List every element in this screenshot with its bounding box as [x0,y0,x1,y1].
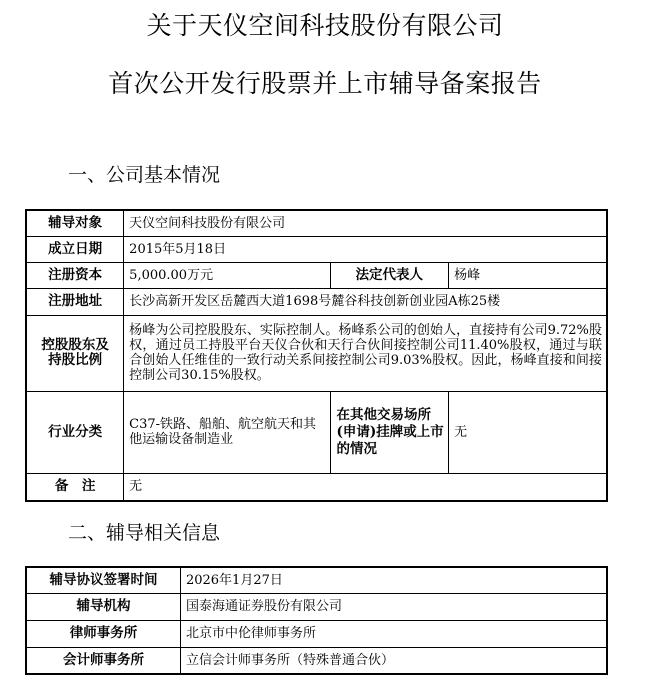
other-listing-value: 无 [449,391,607,473]
report-title-line1: 关于天仪空间科技股份有限公司 [146,11,504,40]
control-value: 杨峰为公司控股股东、实际控制人。杨峰系公司的创始人，直接持有公司9.72%股权，通过员工持股平台天仪合伙和天行合伙间接控制公司11.40%股权，通过与联合创始人任维佳的一致行动关系间接控制公司9.03%股权。因此，杨峰直接和间接控制公司30.15%股权。 [124,315,607,391]
table-row [26,473,607,501]
control-label [26,315,124,391]
address-label: 注册地址 [26,288,124,315]
table-row [26,620,607,647]
section-heading-company-info: 一、公司基本情况 [68,164,221,186]
law-firm-value: 北京市中伦律师事务所 [180,620,607,647]
institution-label: 辅导机构 [26,593,180,620]
address-value: 长沙高新开发区岳麓西大道1698号麓谷科技创新创业园A栋25楼 [124,288,607,315]
industry-label: 行业分类 [26,391,124,473]
table-row [26,288,607,315]
table-row [26,210,607,236]
capital-label: 注册资本 [26,262,124,288]
remark-value: 无 [124,473,607,501]
report-title-line2: 首次公开发行股票并上市辅导备案报告 [108,69,542,98]
founded-label: 成立日期 [26,236,124,262]
table-row [26,236,607,262]
institution-value: 国泰海通证券股份有限公司 [180,593,607,620]
control-label-line2: 持股比例 [48,352,103,368]
table-row [26,315,607,391]
target-value: 天仪空间科技股份有限公司 [124,210,607,236]
table-row [26,262,607,288]
law-firm-label: 律师事务所 [26,620,180,647]
table-row [26,593,607,620]
target-label: 辅导对象 [26,210,124,236]
table-row [26,647,607,674]
legal-rep-label: 法定代表人 [330,262,449,288]
capital-value: 5,000.00万元 [124,262,330,288]
founded-value: 2015年5月18日 [124,236,607,262]
table-row [26,391,607,473]
accounting-label: 会计师事务所 [26,647,180,674]
company-info-table [25,209,608,502]
remark-label: 备 注 [26,473,124,501]
table-row [26,567,607,593]
control-label-line1: 控股股东及 [41,337,109,353]
section-heading-tutoring-info: 二、辅导相关信息 [68,522,221,544]
tutoring-info-table [25,566,608,675]
industry-value: C37-铁路、船舶、航空航天和其他运输设备制造业 [124,391,330,473]
agreement-date-label: 辅导协议签署时间 [26,567,180,593]
agreement-date-value: 2026年1月27日 [180,567,607,593]
accounting-value: 立信会计师事务所（特殊普通合伙） [180,647,607,674]
other-listing-label: 在其他交易场所(申请)挂牌或上市的情况 [330,391,449,473]
legal-rep-value: 杨峰 [449,262,607,288]
